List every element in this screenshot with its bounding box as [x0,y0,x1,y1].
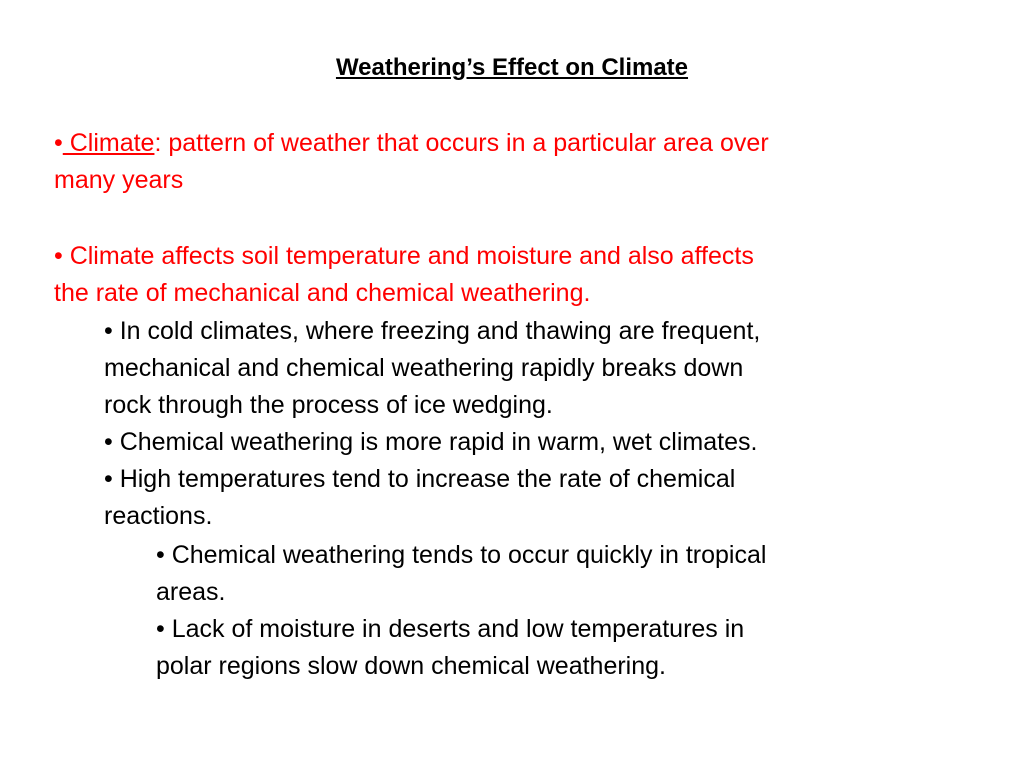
high-temp-line-2: reactions. [104,502,213,530]
high-temp-line-1: • High temperatures tend to increase the rate of chemical [104,465,736,493]
sub-sub-points-list [156,537,986,685]
climate-definition [54,125,984,199]
bullet: • [54,129,63,157]
slide-title: Weathering’s Effect on Climate [335,54,689,81]
climate-affects-line-1: • Climate affects soil temperature and moisture and also affects [54,242,754,270]
chemical-warm-line-1: • Chemical weathering is more rapid in warm, wet climates. [104,428,758,456]
cold-climates-line-1: • In cold climates, where freezing and thawing are frequent, [104,317,761,345]
deserts-line-1: • Lack of moisture in deserts and low temperatures in [156,615,745,643]
climate-term: Climate [62,129,155,157]
climate-definition-line-1 [54,125,984,162]
climate-definition-text: : pattern of weather that occurs in a particular area over [154,129,769,157]
sub-points-list [104,313,984,535]
cold-climates-line-3: rock through the process of ice wedging. [104,391,553,419]
climate-definition-line-2: many years [54,166,184,194]
tropical-line-1: • Chemical weathering tends to occur quickly in tropical [156,541,767,569]
cold-climates-line-2: mechanical and chemical weathering rapidly breaks down [104,354,744,382]
tropical-line-2: areas. [156,578,226,606]
climate-affects-line-2: the rate of mechanical and chemical weathering. [54,279,591,307]
climate-affects-point [54,238,984,312]
deserts-line-2: polar regions slow down chemical weathering. [156,652,666,680]
